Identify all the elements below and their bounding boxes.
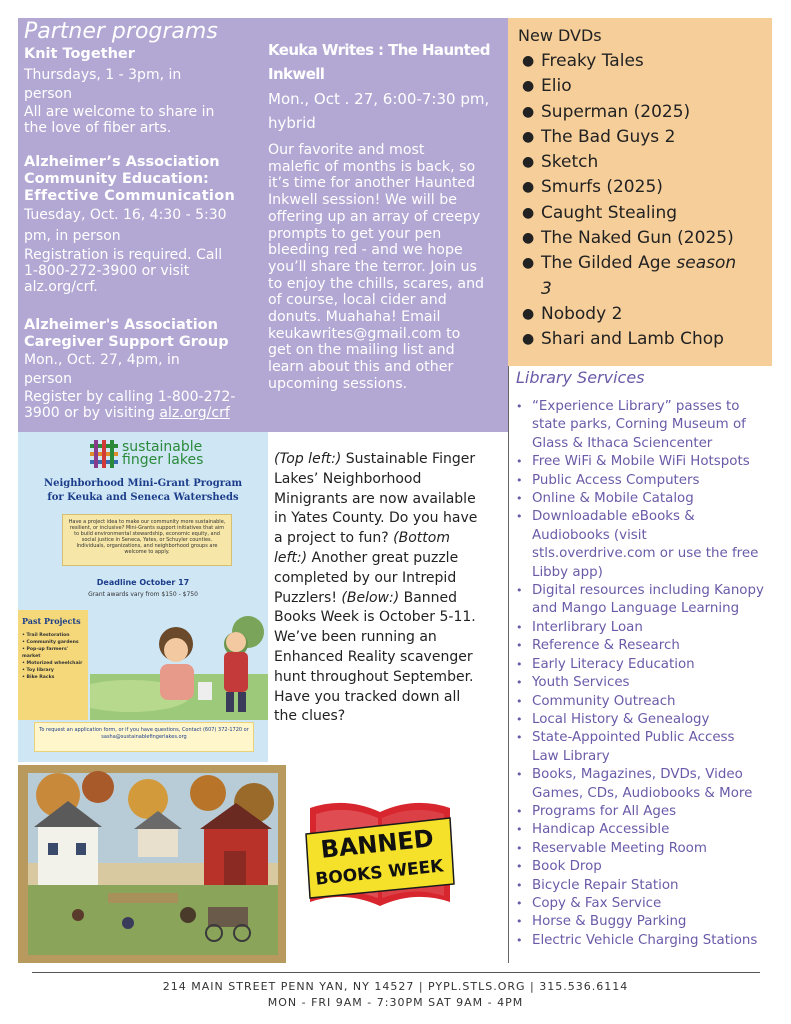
service-item-text: Early Literacy Education	[532, 656, 695, 672]
service-item-text: Reservable Meeting Room	[532, 840, 707, 856]
dvds-title: New DVDs	[518, 26, 602, 45]
service-item	[516, 490, 776, 508]
services-list	[516, 398, 776, 950]
caption-text: Puzzlers!	[274, 589, 342, 606]
program-note: alz.org/crf.	[24, 279, 98, 295]
bullet-icon: •	[516, 492, 523, 506]
program-title: Caregiver Support Group	[24, 334, 229, 350]
keuka-email[interactable]: keukawrites@gmail.com to	[268, 325, 461, 342]
sfl-mini-grant-flyer	[18, 432, 268, 762]
caption-line	[274, 549, 508, 569]
program-note-text: 3900 or by visiting	[24, 405, 160, 421]
service-item-text: Reference & Research	[532, 638, 680, 654]
bullet-icon: •	[516, 933, 523, 947]
dvd-item	[518, 74, 772, 99]
program-title: Knit Together	[24, 46, 135, 62]
program-when: person	[24, 86, 72, 102]
service-item-text: Book Drop	[532, 859, 602, 875]
dvd-item	[518, 150, 772, 175]
keuka-body-line: Our favorite and most	[268, 142, 425, 158]
dvd-list	[518, 49, 772, 353]
dvd-item	[518, 100, 772, 125]
bullet-icon: ●	[522, 154, 535, 171]
caption-text: Banned	[399, 589, 458, 606]
completed-puzzle-photo	[18, 765, 286, 963]
dvd-title-text: Superman (2025)	[541, 101, 691, 122]
keuka-body-line: of course, local cider and	[268, 292, 447, 309]
program-title: Alzheimer’s Association	[24, 154, 220, 170]
keuka-body-line: learn about this and other	[268, 359, 454, 376]
service-item	[516, 711, 776, 729]
service-item-text: Electric Vehicle Charging Stations	[532, 932, 758, 948]
service-item	[516, 895, 776, 913]
caption-line: hunt throughout September.	[274, 668, 474, 685]
footer-divider	[32, 972, 760, 973]
dvd-title-text: Elio	[541, 76, 572, 97]
program-note: Registration is required. Call	[24, 247, 223, 263]
program-note: Register by calling 1-800-272-	[24, 389, 236, 405]
dvd-item	[518, 302, 772, 327]
bullet-icon: •	[516, 841, 523, 855]
dvd-item	[518, 175, 772, 200]
bullet-icon: •	[516, 400, 523, 413]
dvd-item	[518, 49, 772, 74]
flyer-contact	[34, 722, 254, 752]
bullet-icon: •	[516, 510, 523, 524]
service-item-text: Digital resources including Kanopy	[532, 583, 764, 599]
caption-italic: (Bottom	[393, 530, 450, 547]
sfl-logo-line: sustainable	[122, 439, 203, 455]
service-item-text: Local History & Genealogy	[532, 711, 710, 727]
bullet-icon: •	[516, 584, 523, 598]
dvd-title-text: Smurfs (2025)	[541, 177, 663, 198]
past-project-item: • Pop-up farmers' market	[22, 647, 69, 659]
keuka-title: Keuka Writes : The Haunted	[268, 41, 490, 59]
bullet-icon: •	[516, 823, 523, 837]
keuka-body-line: donuts. Muahaha! Email	[268, 309, 441, 326]
new-dvds-panel	[508, 18, 772, 366]
service-item-text: and Mango Language Learning	[532, 601, 740, 617]
caption-line: completed by our Intrepid	[274, 569, 457, 586]
bullet-icon: •	[516, 878, 523, 892]
bullet-icon: ●	[522, 331, 535, 348]
flyer-heading-line: for Keuka and Seneca Watersheds	[47, 492, 239, 503]
keuka-title: Inkwell	[268, 65, 325, 83]
dvd-item	[518, 125, 772, 150]
dvd-title-text: Sketch	[541, 152, 599, 173]
dvd-season-text: season	[676, 253, 737, 274]
past-project-item: • Toy library	[22, 668, 54, 673]
dvd-item	[518, 201, 772, 226]
service-item-text: Free WiFi & Mobile WiFi Hotspots	[532, 454, 750, 470]
keuka-body-line: get on the mailing list and	[268, 342, 455, 359]
program-note: 1-800-272-3900 or visit	[24, 263, 190, 279]
dvd-title-text: Nobody 2	[541, 303, 623, 324]
partner-section-title: Partner programs	[24, 19, 218, 44]
service-item	[516, 821, 776, 839]
flyer-illustration	[90, 604, 268, 720]
bullet-icon: ●	[522, 230, 535, 247]
service-item-text: Games, CDs, Audiobooks & More	[532, 785, 753, 801]
service-item	[516, 508, 776, 582]
past-project-item: • Community gardens	[22, 640, 79, 645]
service-item-text: Community Outreach	[532, 693, 676, 709]
caption-text: Another great puzzle	[307, 549, 459, 566]
flyer-description: Have a project idea to make our community more sustainable, resilient, or inclusive? Mini-Grants support initiatives that aim to build environmental stewardship, economic equity, and social justice in Seneca, Yates, or Schuyler counties. Individuals, organizations, and neighborhood groups are welcome to apply.	[68, 519, 226, 555]
keuka-body-line: to enjoy the chills, scares, and	[268, 275, 485, 292]
program-title: Effective Communication	[24, 188, 236, 204]
keuka-body-line: upcoming sessions.	[268, 375, 408, 392]
footer-hours: MON - FRI 9AM - 7:30PM SAT 9AM - 4PM	[267, 996, 524, 1009]
keuka-body-line: it’s time for another Haunted	[268, 175, 476, 192]
bullet-icon: ●	[522, 204, 535, 221]
column-divider	[508, 366, 509, 963]
service-item-text: Libby app)	[532, 564, 603, 580]
service-item	[516, 803, 776, 821]
service-item	[516, 674, 776, 692]
service-item	[516, 913, 776, 931]
service-item-text: State-Appointed Public Access	[532, 730, 735, 746]
dvd-season-number: 3	[541, 278, 552, 299]
service-item-text: Law Library	[532, 748, 610, 764]
keuka-body	[268, 142, 500, 393]
program-alz-support-group	[24, 317, 264, 421]
bullet-icon: •	[516, 676, 523, 690]
bullet-icon: ●	[522, 128, 535, 145]
bullet-icon: •	[516, 657, 523, 671]
program-alz-education	[24, 154, 264, 295]
service-item	[516, 766, 776, 803]
program-when: person	[24, 371, 72, 387]
caption-line	[274, 589, 508, 609]
service-item-text: Books, Magazines, DVDs, Video	[532, 767, 743, 783]
flyer-heading-line: Neighborhood Mini-Grant Program	[43, 478, 243, 489]
past-projects-title: Past Projects	[22, 616, 81, 626]
service-item-text: Interlibrary Loan	[532, 619, 643, 635]
flyer-grant-range: Grant awards vary from $150 - $750	[88, 591, 198, 598]
service-item-text: stls.overdrive.com or use the free	[532, 546, 759, 562]
bullet-icon: ●	[522, 305, 535, 322]
partner-left-column	[24, 18, 264, 439]
library-services	[516, 366, 776, 950]
dvd-item	[518, 226, 772, 251]
service-item-text: Handicap Accessible	[532, 822, 670, 838]
caption-italic: (Below:)	[341, 589, 400, 606]
keuka-body-line: offering up an array of creepy	[268, 208, 481, 225]
sfl-logo-text	[122, 441, 203, 467]
caption-line	[274, 450, 508, 470]
service-item	[516, 619, 776, 637]
bullet-icon: ●	[522, 53, 535, 69]
bullet-icon: •	[516, 768, 523, 782]
alz-link[interactable]: alz.org/crf	[159, 405, 230, 421]
keuka-when: hybrid	[268, 114, 316, 132]
program-knit-together	[24, 46, 264, 136]
service-item-text: “Experience Library” passes to	[532, 399, 740, 414]
bullet-icon: •	[516, 620, 523, 634]
caption-line: Books Week is October 5-11.	[274, 609, 476, 626]
service-item-text: Public Access Computers	[532, 472, 700, 488]
dvd-title-text: The Bad Guys 2	[541, 126, 676, 147]
photo-caption	[274, 450, 508, 727]
keuka-body-line: you’ll share the terror. Join us	[268, 258, 477, 275]
service-item	[516, 693, 776, 711]
service-item-text: Glass & Ithaca Sciencenter	[532, 435, 713, 451]
caption-text: Sustainable Finger	[341, 451, 476, 467]
bullet-icon: •	[516, 455, 523, 469]
past-projects-box	[18, 610, 88, 720]
dvd-title-text: Freaky Tales	[541, 51, 644, 71]
service-item-text: Audiobooks (visit	[532, 527, 647, 543]
keuka-when: Mon., Oct . 27, 6:00-7:30 pm,	[268, 90, 490, 108]
keuka-writes-column	[268, 38, 500, 393]
bullet-icon: •	[516, 915, 523, 929]
flyer-description-box	[62, 514, 232, 566]
program-title: Alzheimer's Association	[24, 317, 218, 333]
keuka-body-line: malefic of months is back, so	[268, 158, 476, 175]
bullet-icon: •	[516, 694, 523, 708]
service-item	[516, 656, 776, 674]
past-project-item: • Trail Restoration	[22, 633, 70, 638]
caption-italic: left:)	[274, 549, 308, 566]
banned-books-week-logo	[300, 790, 460, 920]
service-item	[516, 472, 776, 490]
service-item-text: Online & Mobile Catalog	[532, 491, 694, 507]
service-item-text: Programs for All Ages	[532, 803, 677, 819]
service-item-text: state parks, Corning Museum of	[532, 417, 746, 433]
bullet-icon: •	[516, 896, 523, 910]
bullet-icon: •	[516, 804, 523, 818]
keuka-body-line: prompts to get your pen	[268, 225, 442, 242]
dvd-title-text: Shari and Lamb Chop	[541, 329, 724, 350]
sfl-logo-icon	[90, 440, 118, 468]
service-item	[516, 398, 776, 453]
dvd-title-text: The Naked Gun (2025)	[541, 228, 734, 249]
past-project-item: • Motorized wheelchair	[22, 661, 83, 666]
bullet-icon: ●	[522, 179, 535, 196]
bullet-icon: •	[516, 639, 523, 653]
caption-line: the clues?	[274, 708, 346, 725]
service-item	[516, 637, 776, 655]
past-project-item: • Bike Racks	[22, 675, 55, 680]
bullet-icon: ●	[522, 255, 535, 272]
service-item-text: Bicycle Repair Station	[532, 877, 679, 893]
dvd-item-continued	[518, 277, 772, 302]
keuka-body-line: Inkwell session! We will be	[268, 192, 457, 209]
program-note: the love of fiber arts.	[24, 120, 172, 136]
program-when: Tuesday, Oct. 16, 4:30 - 5:30	[24, 207, 227, 223]
program-note: All are welcome to share in	[24, 104, 215, 120]
caption-line: We’ve been running an	[274, 629, 437, 646]
sfl-logo	[90, 440, 203, 468]
dvd-title-text: The Gilded Age	[541, 253, 677, 274]
footer-address: 214 MAIN STREET PENN YAN, NY 14527 | PYPL.STLS.ORG | 315.536.6114	[162, 980, 629, 993]
service-item	[516, 858, 776, 876]
banned-line2: BOOKS WEEK	[314, 856, 445, 890]
program-when: Thursdays, 1 - 3pm, in	[24, 67, 182, 83]
caption-line: Lakes’ Neighborhood	[274, 470, 422, 487]
program-when: Mon., Oct. 27, 4pm, in	[24, 352, 180, 368]
bullet-icon: •	[516, 860, 523, 874]
caption-line: Have you tracked down all	[274, 688, 461, 705]
keuka-body-line: bleeding red - and we hope	[268, 242, 463, 259]
dvd-item	[518, 251, 772, 276]
services-title: Library Services	[516, 368, 645, 387]
program-title: Community Education:	[24, 171, 209, 187]
bullet-icon: •	[516, 712, 523, 726]
caption-line	[274, 529, 508, 549]
flyer-heading	[18, 477, 268, 505]
service-item-text: Horse & Buggy Parking	[532, 914, 687, 930]
service-item-text: Copy & Fax Service	[532, 895, 662, 911]
partner-programs-panel	[18, 18, 508, 432]
service-item	[516, 932, 776, 950]
caption-line: Enhanced Reality scavenger	[274, 648, 473, 665]
service-item	[516, 582, 776, 619]
service-item	[516, 877, 776, 895]
program-when: pm, in person	[24, 228, 121, 244]
program-note	[24, 405, 264, 421]
caption-line: Minigrants are now available	[274, 490, 476, 507]
bullet-icon: •	[516, 731, 523, 745]
flyer-deadline: Deadline October 17	[96, 578, 190, 587]
service-item	[516, 453, 776, 471]
service-item-text: Youth Services	[532, 675, 630, 691]
caption-line: in Yates County. Do you have	[274, 510, 478, 527]
dvd-title-text: Caught Stealing	[541, 202, 678, 223]
bullet-icon: •	[516, 473, 523, 487]
caption-italic: (Top left:)	[274, 451, 342, 467]
banned-line1: BANNED	[319, 824, 435, 864]
sfl-logo-line: finger lakes	[122, 452, 204, 468]
service-item	[516, 729, 776, 766]
dvd-item	[518, 327, 772, 352]
service-item	[516, 840, 776, 858]
bullet-icon: ●	[522, 103, 535, 120]
caption-text: a project to fun?	[274, 530, 394, 547]
bullet-icon: ●	[522, 78, 535, 95]
service-item-text: Downloadable eBooks &	[532, 509, 695, 525]
flyer-contact-text: To request an application form, or if you have questions, Contact (607) 372-1720 or sasha@sustainablefingerlakes.org	[39, 727, 249, 740]
